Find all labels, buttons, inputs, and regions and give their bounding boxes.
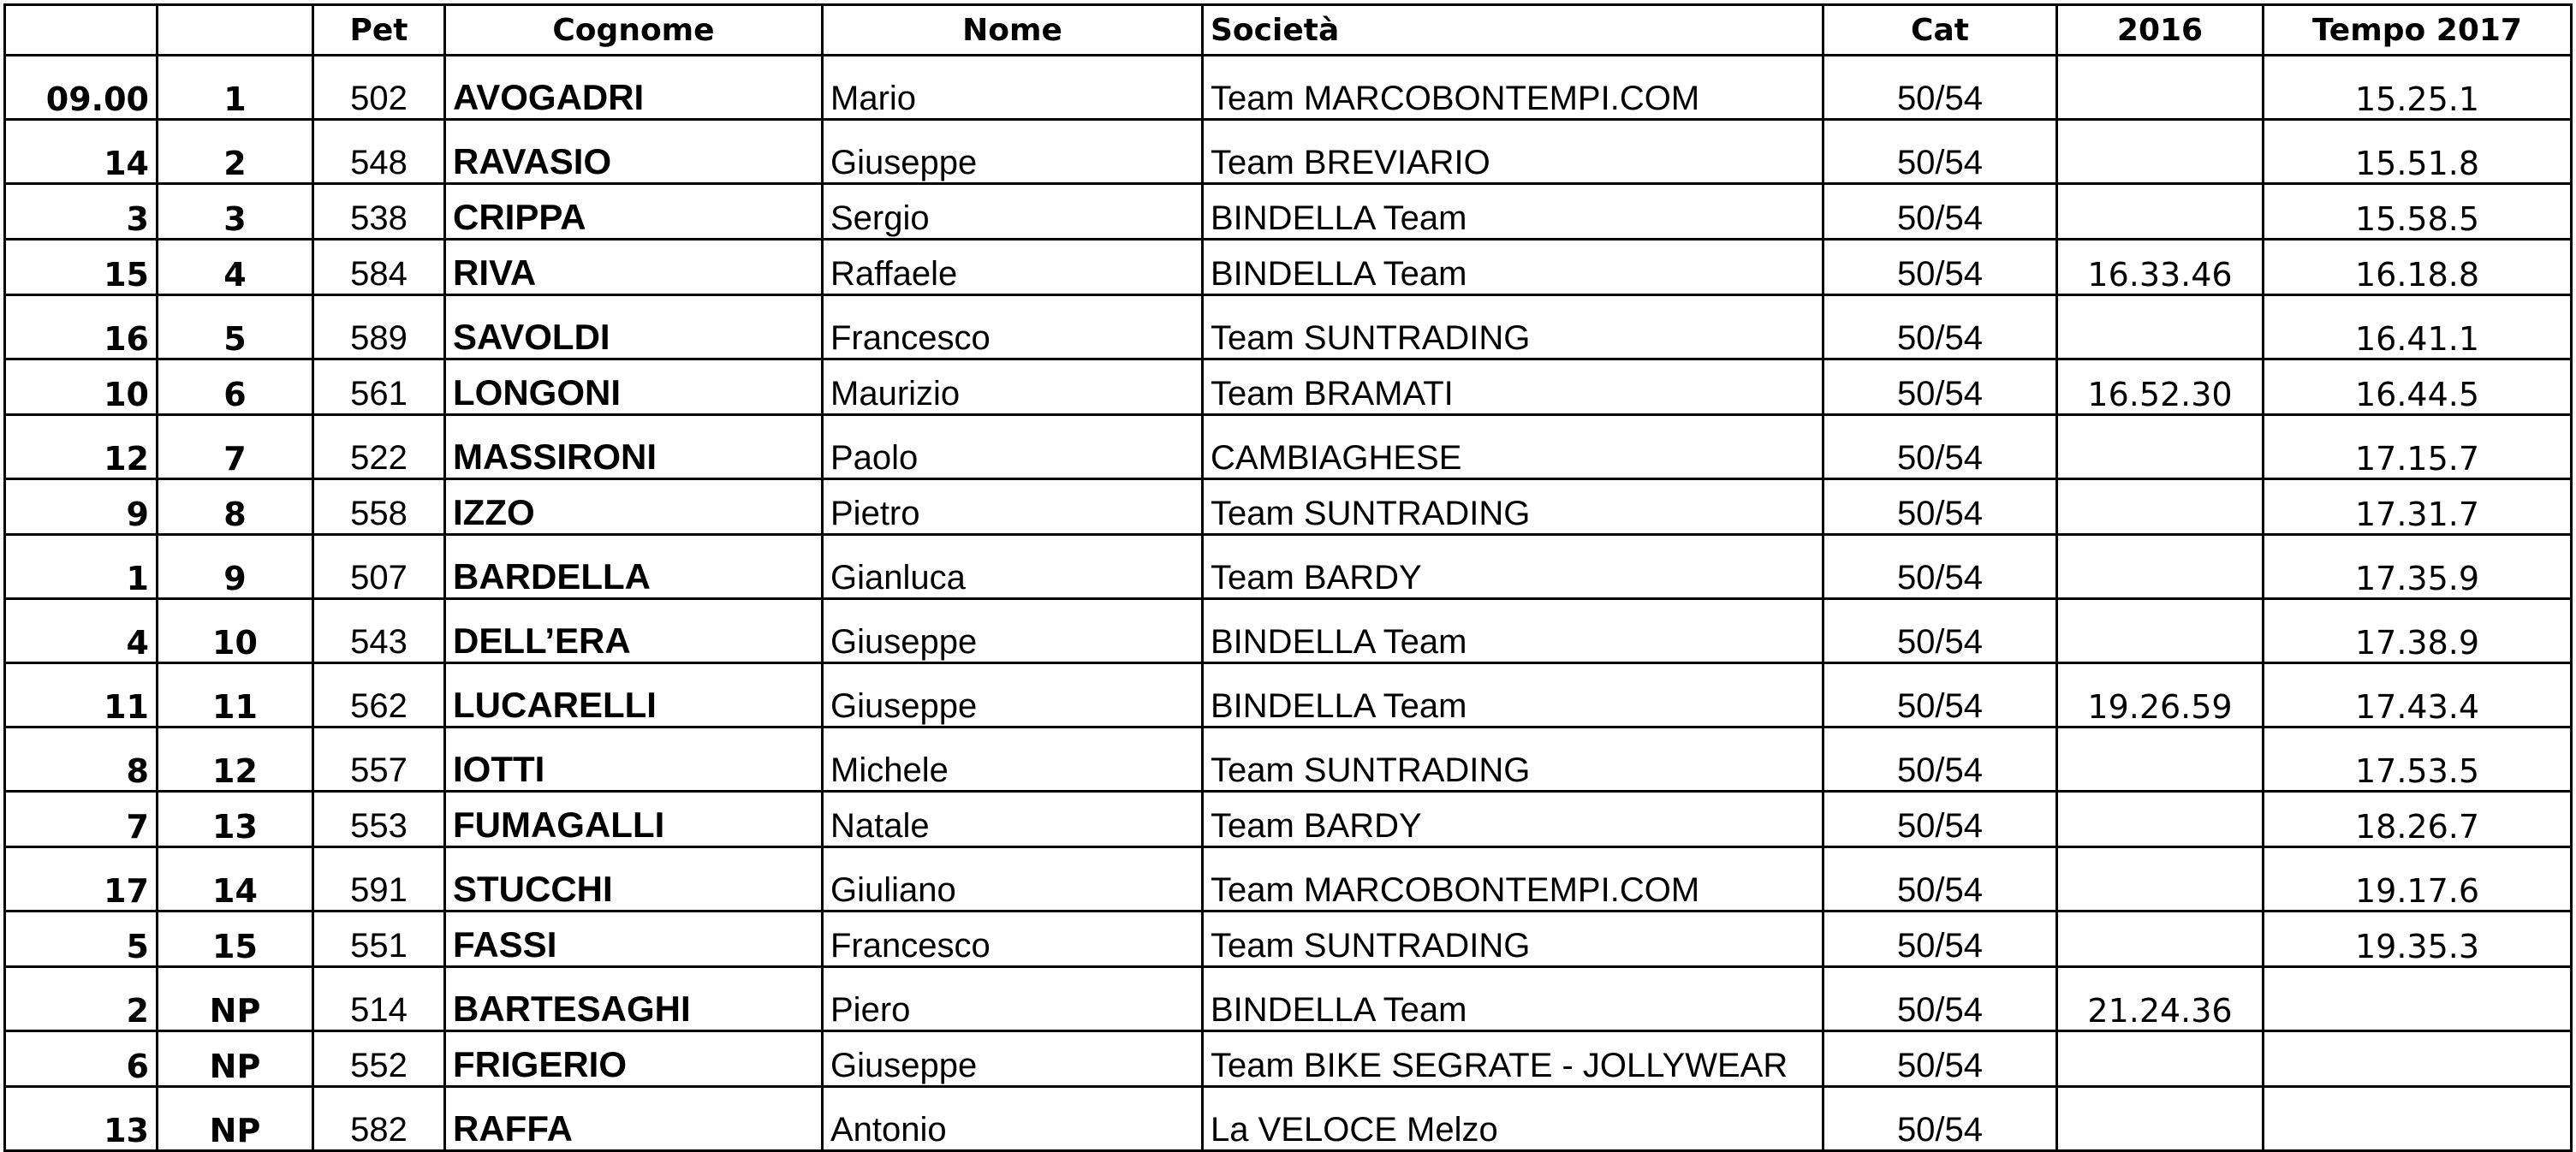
societa-cell: Team BARDY [1203, 792, 1823, 847]
time-2016-cell [2057, 1031, 2264, 1087]
pet-cell: 522 [313, 415, 445, 479]
position-cell: 9 [158, 535, 313, 599]
cognome-cell: FRIGERIO [445, 1031, 823, 1087]
nome-cell: Giuliano [823, 847, 1203, 912]
table-row [5, 120, 2572, 184]
time-2016-cell [2057, 56, 2264, 120]
nome-cell: Giuseppe [823, 120, 1203, 184]
position-cell: 10 [158, 599, 313, 663]
tempo-2017-cell [2264, 1087, 2572, 1151]
time-2016-cell [2057, 295, 2264, 359]
tempo-2017-cell: 17.31.7 [2264, 479, 2572, 535]
start-cell: 8 [5, 727, 158, 792]
cat-cell: 50/54 [1823, 56, 2057, 120]
header-pet: Pet [313, 5, 445, 56]
societa-cell: Team BREVIARIO [1203, 120, 1823, 184]
pet-cell: 557 [313, 727, 445, 792]
tempo-2017-cell: 15.58.5 [2264, 184, 2572, 240]
pet-cell: 553 [313, 792, 445, 847]
societa-cell: Team BRAMATI [1203, 359, 1823, 415]
position-cell: 1 [158, 56, 313, 120]
start-cell: 9 [5, 479, 158, 535]
nome-cell: Giuseppe [823, 663, 1203, 727]
time-2016-cell [2057, 479, 2264, 535]
pet-cell: 562 [313, 663, 445, 727]
time-2016-cell [2057, 1087, 2264, 1151]
tempo-2017-cell: 17.53.5 [2264, 727, 2572, 792]
pet-cell: 543 [313, 599, 445, 663]
header-societa: Società [1203, 5, 1823, 56]
table-row [5, 184, 2572, 240]
cognome-cell: BARDELLA [445, 535, 823, 599]
societa-cell: Team SUNTRADING [1203, 727, 1823, 792]
pet-cell: 591 [313, 847, 445, 912]
tempo-2017-cell: 15.51.8 [2264, 120, 2572, 184]
start-cell: 14 [5, 120, 158, 184]
time-2016-cell [2057, 184, 2264, 240]
cognome-cell: IOTTI [445, 727, 823, 792]
cat-cell: 50/54 [1823, 847, 2057, 912]
cat-cell: 50/54 [1823, 599, 2057, 663]
cognome-cell: RAVASIO [445, 120, 823, 184]
societa-cell: Team BARDY [1203, 535, 1823, 599]
tempo-2017-cell [2264, 1031, 2572, 1087]
societa-cell: Team MARCOBONTEMPI.COM [1203, 847, 1823, 912]
table-row [5, 535, 2572, 599]
cognome-cell: FUMAGALLI [445, 792, 823, 847]
start-cell: 4 [5, 599, 158, 663]
start-cell: 17 [5, 847, 158, 912]
position-cell: 8 [158, 479, 313, 535]
start-cell: 13 [5, 1087, 158, 1151]
cat-cell: 50/54 [1823, 663, 2057, 727]
cognome-cell: AVOGADRI [445, 56, 823, 120]
time-2016-cell: 21.24.36 [2057, 967, 2264, 1031]
pet-cell: 502 [313, 56, 445, 120]
nome-cell: Antonio [823, 1087, 1203, 1151]
position-cell: 3 [158, 184, 313, 240]
cat-cell: 50/54 [1823, 727, 2057, 792]
header-2016: 2016 [2057, 5, 2264, 56]
nome-cell: Paolo [823, 415, 1203, 479]
nome-cell: Piero [823, 967, 1203, 1031]
time-2016-cell [2057, 599, 2264, 663]
cognome-cell: IZZO [445, 479, 823, 535]
nome-cell: Francesco [823, 912, 1203, 967]
header-cognome: Cognome [445, 5, 823, 56]
societa-cell: Team SUNTRADING [1203, 295, 1823, 359]
time-2016-cell [2057, 912, 2264, 967]
pet-cell: 538 [313, 184, 445, 240]
tempo-2017-cell: 17.35.9 [2264, 535, 2572, 599]
cognome-cell: DELL’ERA [445, 599, 823, 663]
position-cell: NP [158, 967, 313, 1031]
cognome-cell: FASSI [445, 912, 823, 967]
cat-cell: 50/54 [1823, 535, 2057, 599]
societa-cell: CAMBIAGHESE [1203, 415, 1823, 479]
header-nome: Nome [823, 5, 1203, 56]
nome-cell: Pietro [823, 479, 1203, 535]
cat-cell: 50/54 [1823, 120, 2057, 184]
start-cell: 3 [5, 184, 158, 240]
table-row [5, 967, 2572, 1031]
cognome-cell: RIVA [445, 240, 823, 295]
nome-cell: Michele [823, 727, 1203, 792]
tempo-2017-cell: 16.41.1 [2264, 295, 2572, 359]
time-2016-cell [2057, 120, 2264, 184]
cat-cell: 50/54 [1823, 792, 2057, 847]
pet-cell: 552 [313, 1031, 445, 1087]
cognome-cell: LUCARELLI [445, 663, 823, 727]
societa-cell: Team SUNTRADING [1203, 912, 1823, 967]
start-cell: 6 [5, 1031, 158, 1087]
position-cell: 14 [158, 847, 313, 912]
cognome-cell: STUCCHI [445, 847, 823, 912]
tempo-2017-cell [2264, 967, 2572, 1031]
cat-cell: 50/54 [1823, 1087, 2057, 1151]
pet-cell: 582 [313, 1087, 445, 1151]
cat-cell: 50/54 [1823, 240, 2057, 295]
societa-cell: BINDELLA Team [1203, 184, 1823, 240]
cat-cell: 50/54 [1823, 912, 2057, 967]
start-cell: 5 [5, 912, 158, 967]
societa-cell: BINDELLA Team [1203, 663, 1823, 727]
table-row [5, 912, 2572, 967]
position-cell: 6 [158, 359, 313, 415]
cat-cell: 50/54 [1823, 479, 2057, 535]
cognome-cell: RAFFA [445, 1087, 823, 1151]
cat-cell: 50/54 [1823, 295, 2057, 359]
position-cell: 11 [158, 663, 313, 727]
nome-cell: Giuseppe [823, 1031, 1203, 1087]
pet-cell: 507 [313, 535, 445, 599]
nome-cell: Raffaele [823, 240, 1203, 295]
position-cell: 15 [158, 912, 313, 967]
start-cell: 1 [5, 535, 158, 599]
pet-cell: 548 [313, 120, 445, 184]
cognome-cell: LONGONI [445, 359, 823, 415]
results-table [3, 3, 2573, 1152]
tempo-2017-cell: 17.15.7 [2264, 415, 2572, 479]
table-row [5, 792, 2572, 847]
tempo-2017-cell: 17.43.4 [2264, 663, 2572, 727]
cat-cell: 50/54 [1823, 184, 2057, 240]
pet-cell: 561 [313, 359, 445, 415]
position-cell: 4 [158, 240, 313, 295]
tempo-2017-cell: 15.25.1 [2264, 56, 2572, 120]
header-position [158, 5, 313, 56]
table-row [5, 599, 2572, 663]
nome-cell: Maurizio [823, 359, 1203, 415]
cognome-cell: CRIPPA [445, 184, 823, 240]
table-row [5, 415, 2572, 479]
start-cell: 10 [5, 359, 158, 415]
table-row [5, 847, 2572, 912]
start-cell: 15 [5, 240, 158, 295]
nome-cell: Francesco [823, 295, 1203, 359]
nome-cell: Gianluca [823, 535, 1203, 599]
cognome-cell: BARTESAGHI [445, 967, 823, 1031]
tempo-2017-cell: 16.44.5 [2264, 359, 2572, 415]
start-cell: 7 [5, 792, 158, 847]
pet-cell: 584 [313, 240, 445, 295]
header-cat: Cat [1823, 5, 2057, 56]
cat-cell: 50/54 [1823, 1031, 2057, 1087]
societa-cell: Team BIKE SEGRATE - JOLLYWEAR [1203, 1031, 1823, 1087]
table-row [5, 240, 2572, 295]
cat-cell: 50/54 [1823, 967, 2057, 1031]
tempo-2017-cell: 19.17.6 [2264, 847, 2572, 912]
header-start [5, 5, 158, 56]
position-cell: 7 [158, 415, 313, 479]
header-row [5, 5, 2572, 56]
time-2016-cell: 16.52.30 [2057, 359, 2264, 415]
position-cell: NP [158, 1087, 313, 1151]
tempo-2017-cell: 17.38.9 [2264, 599, 2572, 663]
time-2016-cell [2057, 792, 2264, 847]
cognome-cell: SAVOLDI [445, 295, 823, 359]
time-2016-cell: 16.33.46 [2057, 240, 2264, 295]
time-2016-cell [2057, 727, 2264, 792]
societa-cell: BINDELLA Team [1203, 240, 1823, 295]
position-cell: 2 [158, 120, 313, 184]
start-cell: 11 [5, 663, 158, 727]
time-2016-cell [2057, 415, 2264, 479]
table-row [5, 56, 2572, 120]
start-cell: 16 [5, 295, 158, 359]
pet-cell: 558 [313, 479, 445, 535]
tempo-2017-cell: 16.18.8 [2264, 240, 2572, 295]
time-2016-cell [2057, 847, 2264, 912]
position-cell: NP [158, 1031, 313, 1087]
pet-cell: 514 [313, 967, 445, 1031]
table-row [5, 1087, 2572, 1151]
cognome-cell: MASSIRONI [445, 415, 823, 479]
start-cell: 09.00 [5, 56, 158, 120]
table-row [5, 479, 2572, 535]
table-row [5, 663, 2572, 727]
pet-cell: 589 [313, 295, 445, 359]
header-tempo-2017: Tempo 2017 [2264, 5, 2572, 56]
societa-cell: La VELOCE Melzo [1203, 1087, 1823, 1151]
nome-cell: Mario [823, 56, 1203, 120]
table-row [5, 359, 2572, 415]
start-cell: 12 [5, 415, 158, 479]
societa-cell: Team MARCOBONTEMPI.COM [1203, 56, 1823, 120]
position-cell: 12 [158, 727, 313, 792]
pet-cell: 551 [313, 912, 445, 967]
position-cell: 5 [158, 295, 313, 359]
table-row [5, 727, 2572, 792]
tempo-2017-cell: 19.35.3 [2264, 912, 2572, 967]
cat-cell: 50/54 [1823, 359, 2057, 415]
time-2016-cell [2057, 535, 2264, 599]
cat-cell: 50/54 [1823, 415, 2057, 479]
societa-cell: BINDELLA Team [1203, 967, 1823, 1031]
societa-cell: Team SUNTRADING [1203, 479, 1823, 535]
time-2016-cell: 19.26.59 [2057, 663, 2264, 727]
table-row [5, 1031, 2572, 1087]
nome-cell: Sergio [823, 184, 1203, 240]
tempo-2017-cell: 18.26.7 [2264, 792, 2572, 847]
nome-cell: Giuseppe [823, 599, 1203, 663]
position-cell: 13 [158, 792, 313, 847]
start-cell: 2 [5, 967, 158, 1031]
table-row [5, 295, 2572, 359]
societa-cell: BINDELLA Team [1203, 599, 1823, 663]
nome-cell: Natale [823, 792, 1203, 847]
